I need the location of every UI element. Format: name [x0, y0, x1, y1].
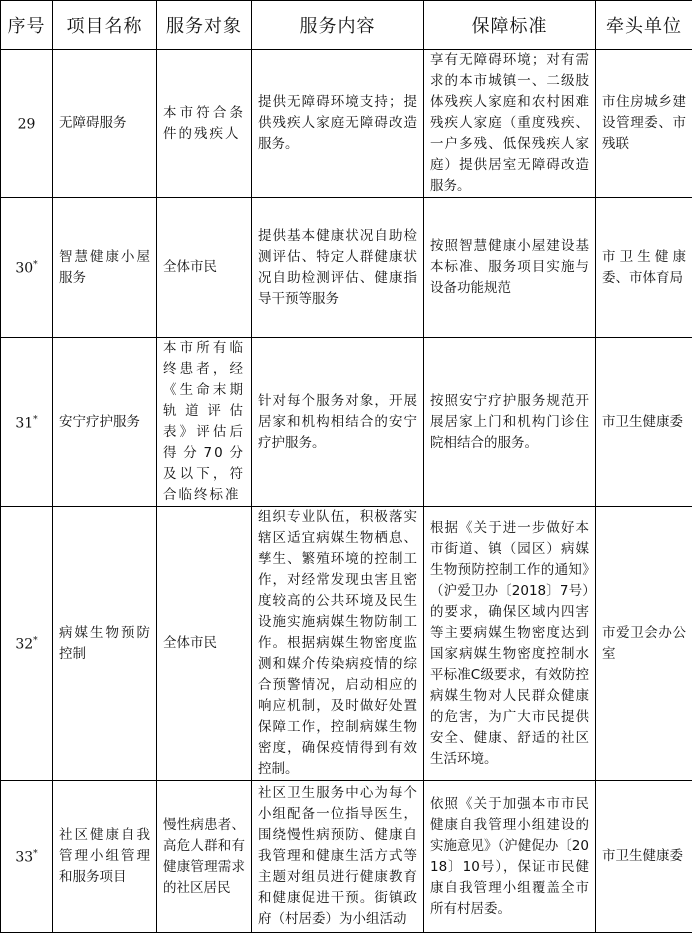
row-service-content: 提供基本健康状况自助检测评估、特定人群健康状况自助检测评估、健康指导干预等服务: [252, 198, 424, 338]
table-header-row: [1, 1, 692, 50]
header-project-name: 项目名称: [53, 1, 157, 50]
header-service-content: 服务内容: [252, 1, 424, 50]
row-service-target: 本市所有临终患者，经《生命末期轨道评估表》评估后得分70分及以下，符合临终标准: [157, 338, 252, 507]
row-service-content: 社区卫生服务中心为每个小组配备一位指导医生，围绕慢性病预防、健康自我管理和健康生活方式等主题对组员进行健康教育和健康促进干预。街镇政府（村居委）为小组活动: [252, 781, 424, 933]
row-service-target: 慢性病患者、高危人群和有健康管理需求的社区居民: [157, 781, 252, 933]
row-service-target: 全体市民: [157, 507, 252, 781]
row-guarantee-standard: 按照智慧健康小屋建设基本标准、服务项目实施与设备功能规范: [424, 198, 596, 338]
row-guarantee-standard: 根据《关于进一步做好本市街道、镇（园区）病媒生物预防控制工作的通知》（沪爱卫办〔2018〕7号）的要求，确保区域内四害等主要病媒生物密度达到国家病媒生物密度控制水平标准C级要求，有效防控病媒生物对人民群众健康的危害，为广大市民提供安全、健康、舒适的社区生活环境。: [424, 507, 596, 781]
row-serial: 32*: [1, 507, 53, 781]
row-service-content: 提供无障碍环境支持；提供残疾人家庭无障碍改造服务。: [252, 50, 424, 198]
row-project-name: 智慧健康小屋服务: [53, 198, 157, 338]
row-project-name: 无障碍服务: [53, 50, 157, 198]
table-row: [1, 781, 692, 933]
row-service-content: 组织专业队伍，积极落实辖区适宜病媒生物栖息、孳生、繁殖环境的控制工作，对经常发现虫害且密度较高的公共环境及民生设施实施病媒生物防制工作。根据病媒生物密度监测和媒介传染病疫情的综合预警情况，启动相应的响应机制，及时做好处置保障工作，控制病媒生物密度，确保疫情得到有效控制。: [252, 507, 424, 781]
row-serial: 30*: [1, 198, 53, 338]
row-project-name: 安宁疗护服务: [53, 338, 157, 507]
row-guarantee-standard: 享有无障碍环境；对有需求的本市城镇一、二级肢体残疾人家庭和农村困难残疾人家庭（重度残疾、一户多残、低保残疾人家庭）提供居室无障碍改造服务。: [424, 50, 596, 198]
row-lead-unit: 市爱卫会办公室: [596, 507, 692, 781]
header-service-target: 服务对象: [157, 1, 252, 50]
row-serial: 31*: [1, 338, 53, 507]
row-lead-unit: 市卫生健康委: [596, 338, 692, 507]
table-row: [1, 507, 692, 781]
row-lead-unit: 市卫生健康委: [596, 781, 692, 933]
row-guarantee-standard: 依照《关于加强本市市民健康自我管理小组建设的实施意见》（沪健促办〔2018〕10号），保证市民健康自我管理小组覆盖全市所有村居委。: [424, 781, 596, 933]
row-guarantee-standard: 按照安宁疗护服务规范开展居家上门和机构门诊住院相结合的服务。: [424, 338, 596, 507]
table-row: [1, 198, 692, 338]
row-service-target: 全体市民: [157, 198, 252, 338]
header-serial: 序号: [1, 1, 53, 50]
table-row: [1, 338, 692, 507]
header-guarantee-standard: 保障标准: [424, 1, 596, 50]
row-project-name: 社区健康自我管理小组管理和服务项目: [53, 781, 157, 933]
row-serial: 33*: [1, 781, 53, 933]
row-serial: 29: [1, 50, 53, 198]
row-lead-unit: 市卫生健康委、市体育局: [596, 198, 692, 338]
row-service-content: 针对每个服务对象，开展居家和机构相结合的安宁疗护服务。: [252, 338, 424, 507]
row-lead-unit: 市住房城乡建设管理委、市残联: [596, 50, 692, 198]
header-lead-unit: 牵头单位: [596, 1, 692, 50]
row-project-name: 病媒生物预防控制: [53, 507, 157, 781]
table-row: [1, 50, 692, 198]
row-service-target: 本市符合条件的残疾人: [157, 50, 252, 198]
